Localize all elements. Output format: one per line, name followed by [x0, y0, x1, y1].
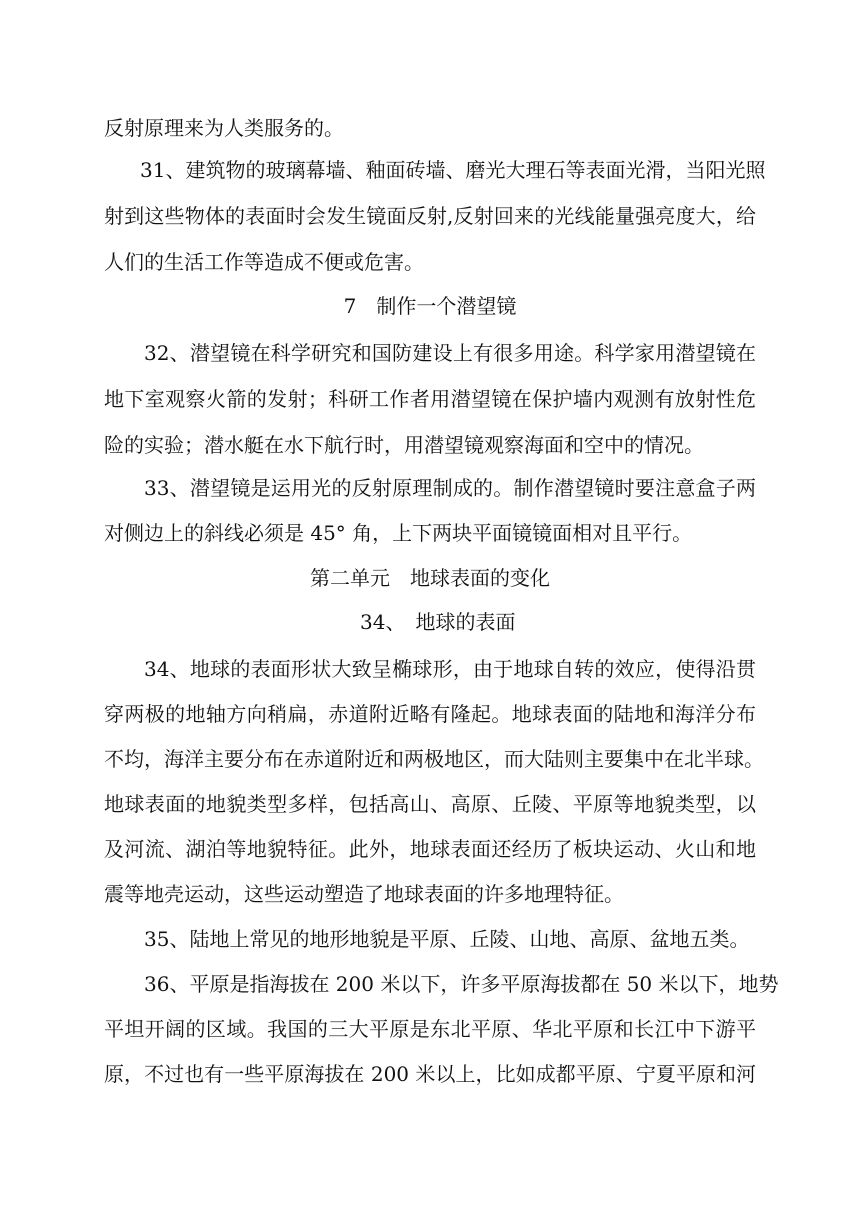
paragraph-34-line: 34、地球的表面形状大致呈椭球形，由于地球自转的效应，使得沿贯 [144, 657, 756, 681]
paragraph-31-line: 射到这些物体的表面时会发生镜面反射,反射回来的光线能量强亮度大，给 [104, 204, 756, 228]
paragraph-35-line: 35、陆地上常见的地形地貌是平原、丘陵、山地、高原、盆地五类。 [144, 927, 750, 951]
paragraph-36-line: 36、平原是指海拔在 200 米以下，许多平原海拔都在 50 米以下，地势 [144, 972, 779, 996]
paragraph-33-line: 对侧边上的斜线必须是 45° 角，上下两块平面镜镜面相对且平行。 [104, 521, 693, 545]
paragraph-line: 反射原理来为人类服务的。 [104, 116, 344, 140]
paragraph-36-line: 原，不过也有一些平原海拔在 200 米以上，比如成都平原、宁夏平原和河 [104, 1062, 756, 1086]
paragraph-32-line: 险的实验；潜水艇在水下航行时，用潜望镜观察海面和空中的情况。 [104, 433, 704, 457]
paragraph-32-line: 32、潜望镜在科学研究和国防建设上有很多用途。科学家用潜望镜在 [144, 341, 756, 365]
paragraph-31-line: 31、建筑物的玻璃幕墙、釉面砖墙、磨光大理石等表面光滑，当阳光照 [140, 158, 766, 182]
paragraph-34-line: 震等地壳运动，这些运动塑造了地球表面的许多地理特征。 [104, 882, 624, 906]
paragraph-34-line: 及河流、湖泊等地貌特征。此外，地球表面还经历了板块运动、火山和地 [104, 837, 756, 861]
paragraph-31-line: 人们的生活工作等造成不便或危害。 [104, 250, 424, 274]
section-heading-7: 7 制作一个潜望镜 [343, 294, 517, 318]
paragraph-32-line: 地下室观察火箭的发射；科研工作者用潜望镜在保护墙内观测有放射性危 [104, 387, 756, 411]
section-heading-34: 34、 地球的表面 [360, 610, 516, 634]
paragraph-33-line: 33、潜望镜是运用光的反射原理制成的。制作潜望镜时要注意盒子两 [144, 476, 756, 500]
paragraph-34-line: 不均，海洋主要分布在赤道附近和两极地区，而大陆则主要集中在北半球。 [104, 747, 764, 771]
paragraph-34-line: 地球表面的地貌类型多样，包括高山、高原、丘陵、平原等地貌类型，以 [104, 792, 756, 816]
paragraph-34-line: 穿两极的地轴方向稍扁，赤道附近略有隆起。地球表面的陆地和海洋分布 [104, 702, 756, 726]
paragraph-36-line: 平坦开阔的区域。我国的三大平原是东北平原、华北平原和长江中下游平 [104, 1017, 756, 1041]
unit-heading: 第二单元 地球表面的变化 [310, 566, 550, 590]
